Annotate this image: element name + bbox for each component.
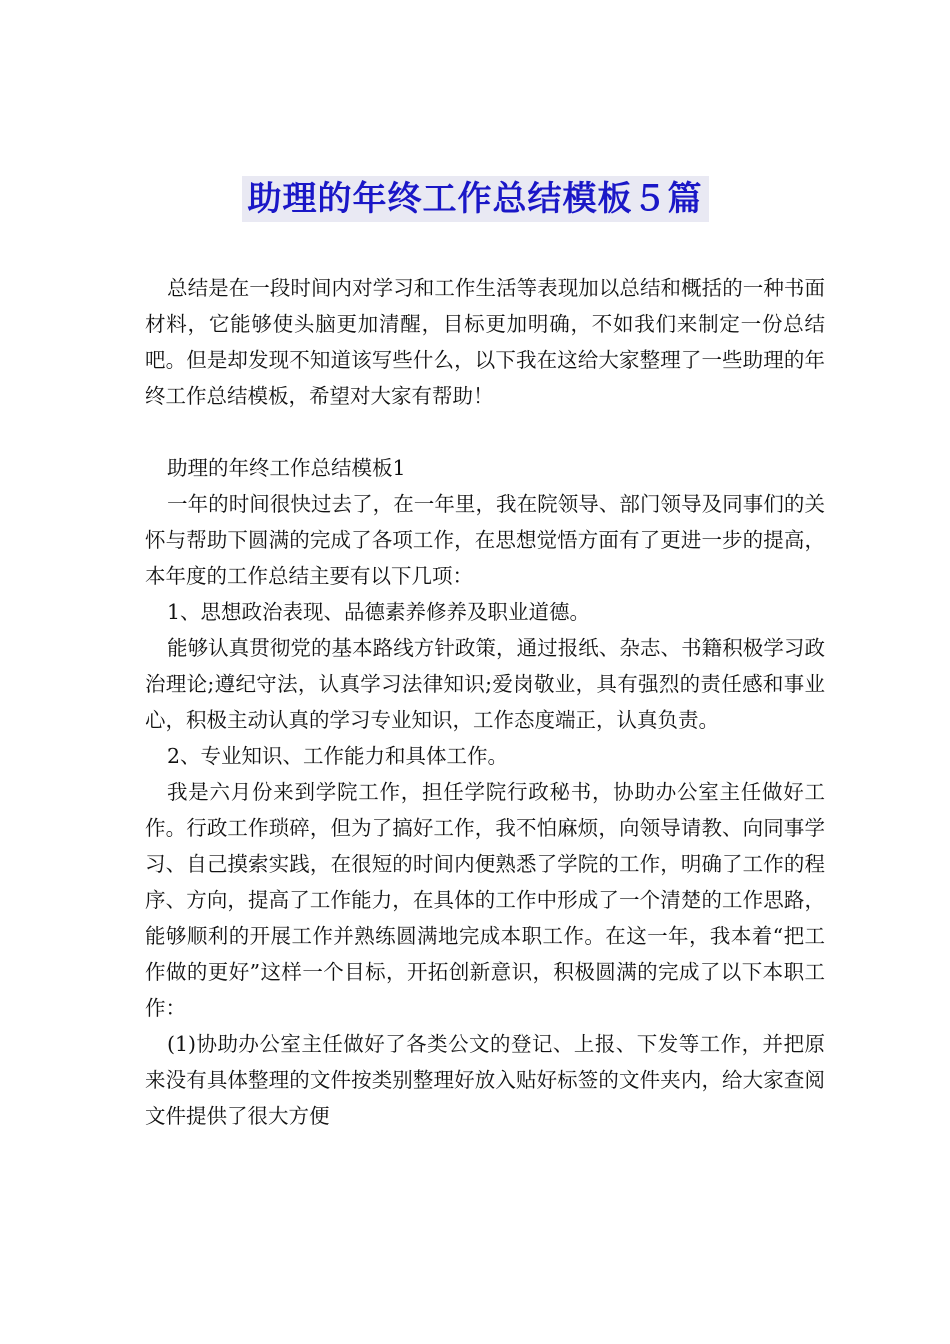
body-paragraph: (1)协助办公室主任做好了各类公文的登记、上报、下发等工作，并把原来没有具体整理的文件按类别整理好放入贴好标签的文件夹内，给大家查阅文件提供了很大方便: [145, 1032, 825, 1128]
document-title: 助理的年终工作总结模板５篇: [242, 176, 709, 222]
document-body: [145, 270, 825, 1134]
intro-paragraph: 总结是在一段时间内对学习和工作生活等表现加以总结和概括的一种书面材料，它能够使头脑更加清醒，目标更加明确，不如我们来制定一份总结吧。但是却发现不知道该写些什么，以下我在这给大家整理了一些助理的年终工作总结模板，希望对大家有帮助！: [145, 276, 825, 408]
body-paragraph: 我是六月份来到学院工作，担任学院行政秘书，协助办公室主任做好工作。行政工作琐碎，但为了搞好工作，我不怕麻烦，向领导请教、向同事学习、自己摸索实践，在很短的时间内便熟悉了学院的工作，明确了工作的程序、方向，提高了工作能力，在具体的工作中形成了一个清楚的工作思路，能够顺利的开展工作并熟练圆满地完成本职工作。在这一年，我本着“把工作做的更好”这样一个目标，开拓创新意识，积极圆满的完成了以下本职工作：: [145, 780, 825, 1020]
spacer: [145, 414, 825, 450]
body-paragraph: 能够认真贯彻党的基本路线方针政策，通过报纸、杂志、书籍积极学习政治理论;遵纪守法，认真学习法律知识;爱岗敬业，具有强烈的责任感和事业心，积极主动认真的学习专业知识，工作态度端正，认真负责。: [145, 636, 825, 732]
body-paragraph: 一年的时间很快过去了，在一年里，我在院领导、部门领导及同事们的关怀与帮助下圆满的完成了各项工作，在思想觉悟方面有了更进一步的提高，本年度的工作总结主要有以下几项：: [145, 492, 825, 588]
title-container: [0, 176, 950, 222]
numbered-heading: 2、专业知识、工作能力和具体工作。: [167, 744, 509, 768]
numbered-heading: 1、思想政治表现、品德素养修养及职业道德。: [167, 600, 591, 624]
section-heading: 助理的年终工作总结模板1: [167, 456, 406, 480]
